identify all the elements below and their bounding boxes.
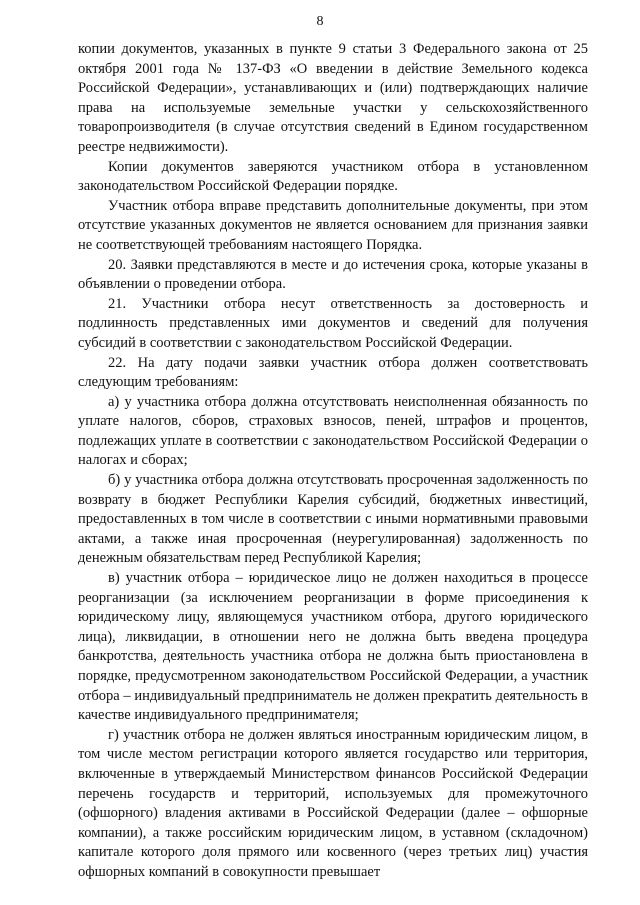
paragraph-item-20: 20. Заявки представляются в месте и до истечения срока, которые указаны в объявлении о проведении отбора.: [78, 256, 588, 293]
paragraph-documents-continuation: копии документов, указанных в пункте 9 статьи 3 Федерального закона от 25 октября 2001 года № 137-ФЗ «О введении в действие Земельного кодекса Российской Федерации», устанавливающих и (или) подтверждающих наличие права на используемые земельные участки у сельскохозяйственного товаропроизводителя (в случае отсутствия сведений в Едином государственном реестре недвижимости).: [78, 41, 588, 155]
paragraph-additional-documents: Участник отбора вправе представить дополнительные документы, при этом отсутствие указанных документов не является основанием для признания заявки не соответствующей требованиям настоящего Порядка.: [78, 197, 588, 253]
paragraph-requirement-b: б) у участника отбора должна отсутствовать просроченная задолженность по возврату в бюджет Республики Карелия субсидий, бюджетных инвестиций, предоставленных в том числе в соответствии с иными нормативными правовыми актами, а также иная просроченная (неурегулированная) задолженность по денежным обязательствам перед Республикой Карелия;: [78, 472, 588, 567]
page-number: 8: [316, 14, 324, 29]
document-body: [78, 40, 588, 883]
paragraph-requirement-a: а) у участника отбора должна отсутствовать неисполненная обязанность по уплате налогов, сборов, страховых взносов, пеней, штрафов и процентов, подлежащих уплате в соответствии с законодательством Российской Федерации о налогах и сборах;: [78, 393, 588, 469]
paragraph-item-22: 22. На дату подачи заявки участник отбора должен соответствовать следующим требованиям:: [78, 354, 588, 391]
paragraph-item-21: 21. Участники отбора несут ответственность за достоверность и подлинность представленных ими документов и сведений для получения субсидий в соответствии с законодательством Российской Федерации.: [78, 295, 588, 351]
paragraph-requirement-v: в) участник отбора – юридическое лицо не должен находиться в процессе реорганизации (за исключением реорганизации в форме присоединения к юридическому лицу, являющемуся участником отбора, другого юридического лица), ликвидации, в отношении него не должна быть введена процедура банкротства, деятельность участника отбора не должна быть приостановлена в порядке, предусмотренном законодательством Российской Федерации, а участник отбора – индивидуальный предприниматель не должен прекратить деятельность в качестве индивидуального предпринимателя;: [78, 570, 588, 724]
paragraph-copies-certification: Копии документов заверяются участником отбора в установленном законодательством Российской Федерации порядке.: [78, 158, 588, 195]
paragraph-requirement-g: г) участник отбора не должен являться иностранным юридическим лицом, в том числе местом регистрации которого является государство или территория, включенные в утверждаемый Министерством финансов Российской Федерации перечень государств и территорий, используемых для промежуточного (офшорного) владения активами в Российской Федерации (далее – офшорные компании), а также российским юридическим лицом, в уставном (складочном) капитале которого доля прямого или косвенного (через третьих лиц) участия офшорных компаний в совокупности превышает: [78, 726, 588, 880]
